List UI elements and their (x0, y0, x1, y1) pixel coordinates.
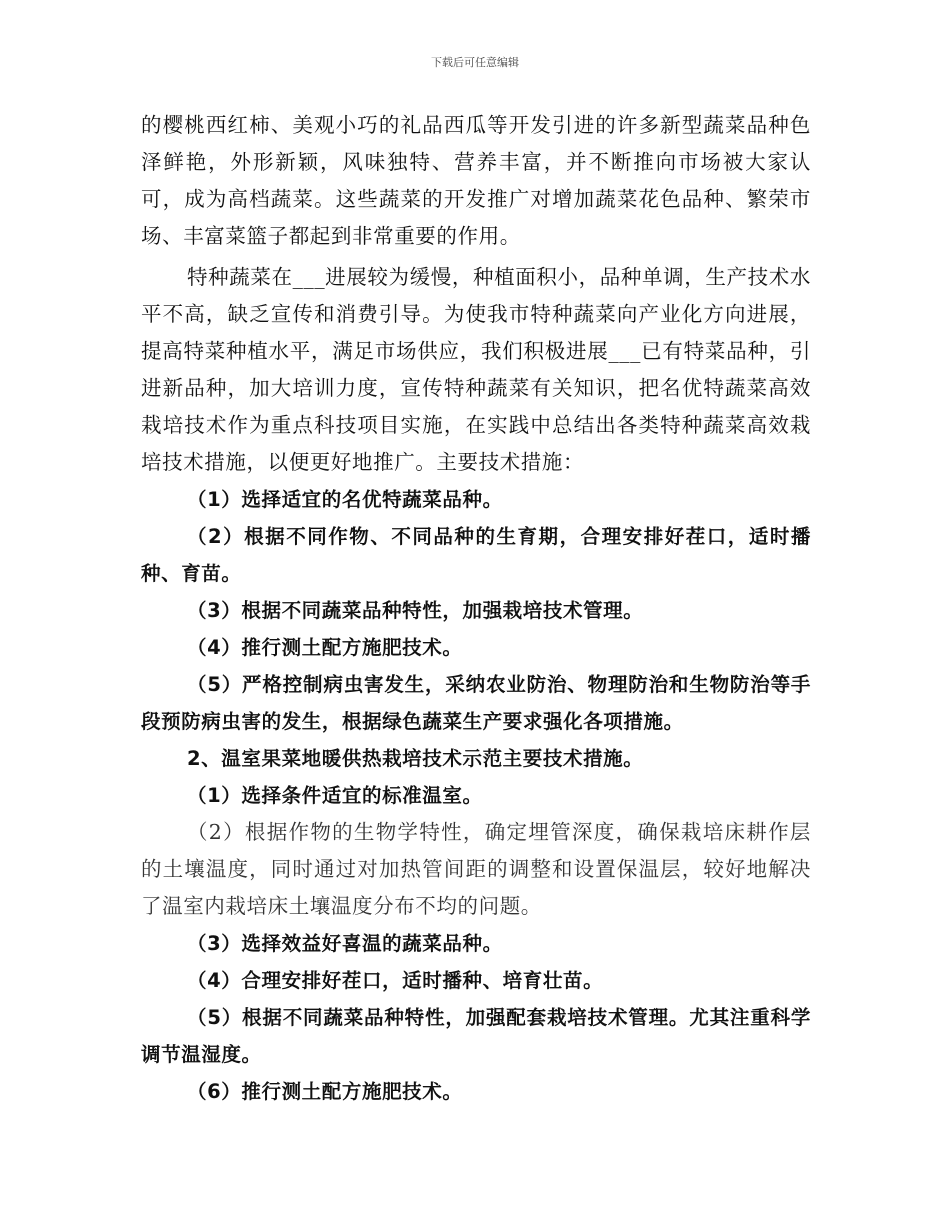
measure-1-2: （2）根据不同作物、不同品种的生育期，合理安排好茬口，适时播种、育苗。 (141, 525, 811, 585)
measure-2-3: （3）选择效益好喜温的蔬菜品种。 (187, 932, 503, 955)
measure-2-5: （5）根据不同蔬菜品种特性，加强配套栽培技术管理。尤其注重科学调节温湿度。 (141, 1006, 811, 1066)
measure-2-6: （6）推行测土配方施肥技术。 (187, 1080, 463, 1103)
measure-1-4: （4）推行测土配方施肥技术。 (187, 636, 463, 659)
measure-2-1: （1）选择条件适宜的标准温室。 (187, 784, 483, 807)
measure-2-4: （4）合理安排好茬口，适时播种、培育壮苗。 (187, 969, 604, 992)
measure-2-2: （2）根据作物的生物学特性，确定埋管深度，确保栽培床耕作层的土壤温度，同时通过对加热管间距的调整和设置保温层，较好地解决了温室内栽培床土壤温度分布不均的问题。 (141, 820, 811, 918)
paragraph-intro: 的樱桃西红柿、美观小巧的礼品西瓜等开发引进的许多新型蔬菜品种色泽鲜艳，外形新颖，风味独特、营养丰富，并不断推向市场被大家认可，成为高档蔬菜。这些蔬菜的开发推广对增加蔬菜花色品种、繁荣市场、丰富菜篮子都起到非常重要的作用。 (141, 113, 811, 248)
document-body (141, 107, 811, 1110)
measure-1-5: （5）严格控制病虫害发生，采纳农业防治、物理防治和生物防治等手段预防病虫害的发生，根据绿色蔬菜生产要求强化各项措施。 (141, 673, 811, 733)
measure-1-3: （3）根据不同蔬菜品种特性，加强栽培技术管理。 (187, 599, 644, 622)
measure-1-1: （1）选择适宜的名优特蔬菜品种。 (187, 488, 503, 511)
page-header: 下载后可任意编辑 (431, 56, 519, 69)
paragraph-special-vegetables: 特种蔬菜在___进展较为缓慢，种植面积小，品种单调，生产技术水平不高，缺乏宣传和消费引导。为使我市特种蔬菜向产业化方向进展，提高特菜种植水平，满足市场供应，我们积极进展___已有特菜品种，引进新品种，加大培训力度，宣传特种蔬菜有关知识，把名优特蔬菜高效栽培技术作为重点科技项目实施，在实践中总结出各类特种蔬菜高效栽培技术措施，以便更好地推广。主要技术措施： (141, 265, 811, 474)
section-2-heading: 2、温室果菜地暖供热栽培技术示范主要技术措施。 (187, 747, 644, 770)
